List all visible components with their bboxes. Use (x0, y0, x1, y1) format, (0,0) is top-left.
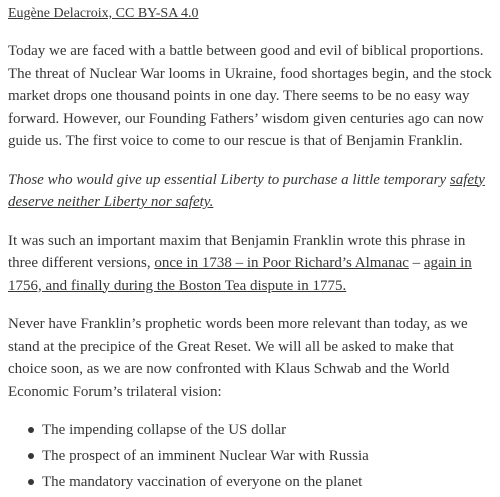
paragraph-versions (8, 230, 496, 298)
link-1756-1775[interactable]: again in 1756, and finally during the Boston Tea dispute in 1775. (8, 255, 472, 294)
bullet-icon (28, 479, 34, 485)
versions-separator: – (408, 255, 424, 271)
bullet-icon (28, 427, 34, 433)
image-credit (8, 4, 496, 24)
link-1738-almanac[interactable]: once in 1738 – in Poor Richard’s Almanac (154, 255, 409, 271)
quote-link[interactable]: safety deserve neither Liberty nor safety. (8, 171, 485, 210)
list-item-text: The prospect of an imminent Nuclear War with Russia (42, 448, 369, 464)
paragraph-intro: Today we are faced with a battle between good and evil of biblical proportions. The threat of Nuclear War looms in Ukraine, food shortages begin, and the stock market drops one thousand points in one day. There seems to be no easy way forward. However, our Founding Fathers’ wisdom given centuries ago can now guide us. The first voice to come to our rescue is that of Benjamin Franklin. (8, 43, 492, 149)
franklin-quote (8, 169, 496, 214)
list-item-text: The mandatory vaccination of everyone on the planet (42, 474, 363, 490)
article-body (8, 0, 496, 497)
list-item (28, 445, 496, 467)
list-item-text: The impending collapse of the US dollar (42, 422, 287, 438)
paragraph-great-reset: Never have Franklin’s prophetic words been more relevant than today, as we stand at the precipice of the Great Reset. We will all be asked to make that choice soon, as we are now confronted with Klaus Schwab and the World Economic Forum’s trilateral vision: (8, 316, 468, 400)
vision-list (8, 419, 496, 493)
list-item (28, 419, 496, 441)
list-item (28, 471, 496, 493)
bullet-icon (28, 453, 34, 459)
image-credit-link[interactable]: Eugène Delacroix, CC BY-SA 4.0 (8, 6, 199, 21)
versions-text: It was such an important maxim that Benjamin Franklin wrote this phrase in three different versions, (8, 232, 466, 271)
quote-text: Those who would give up essential Liberty to purchase a little temporary (8, 171, 450, 188)
